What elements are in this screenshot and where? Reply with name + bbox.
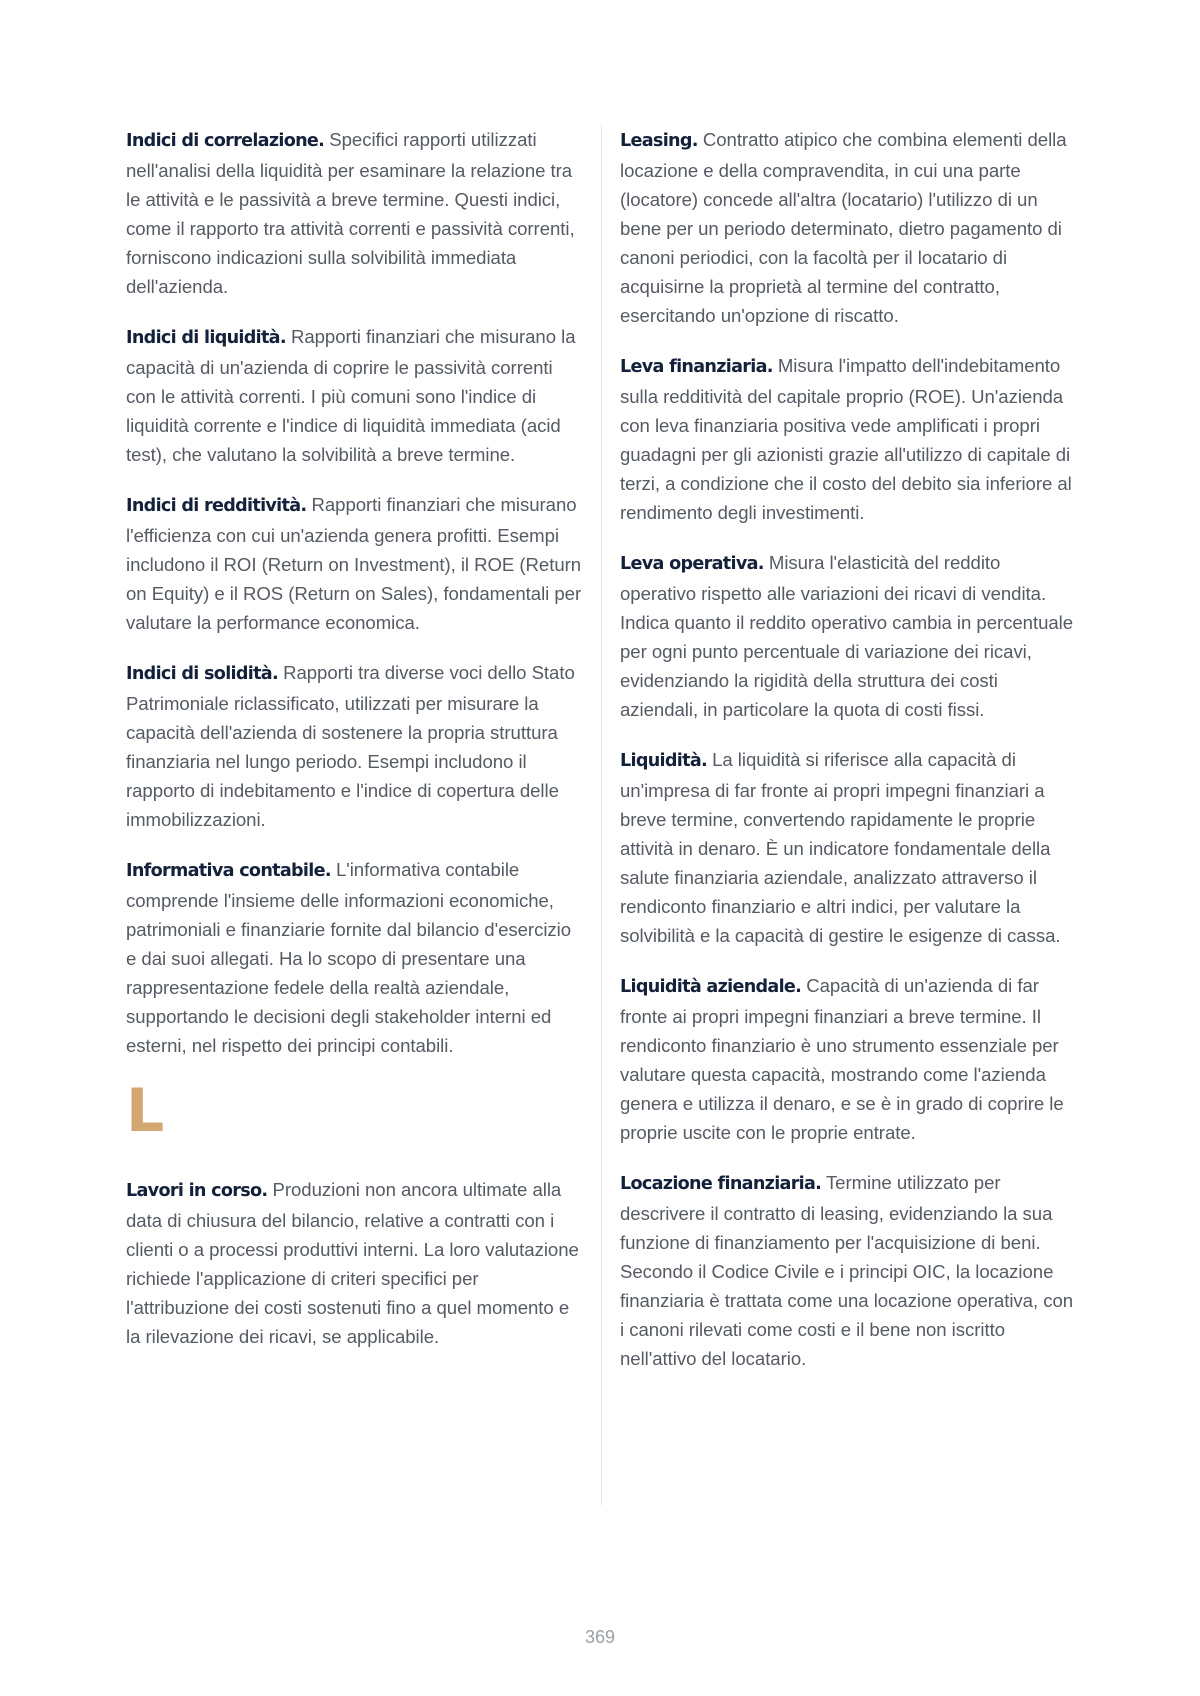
entry-definition: Produzioni non ancora ultimate alla data di chiusura del bilancio, relative a contratti con i clienti o a processi produttivi interni. La loro valutazione richiede l'applicazione di criteri specifici per l'attribuzione dei costi sostenuti fino a quel momento e la rilevazione dei ricavi, se applicabile. (126, 1179, 579, 1347)
entry-term: Indici di solidità (126, 664, 272, 684)
section-letter: L (126, 1076, 165, 1146)
entry-term: Informativa contabile (126, 861, 325, 881)
entry-definition: Misura l'impatto dell'indebitamento sulla redditività del capitale proprio (ROE). Un'azienda con leva finanziaria positiva vede amplificati i propri guadagni per gli azionisti grazie all'utilizzo di capitale di terzi, a condizione che il costo del debito sia inferiore al rendimento degli investimenti. (620, 355, 1072, 523)
page-number: 369 (584, 1627, 616, 1647)
glossary-entry: Leasing. Contratto atipico che combina elementi della locazione e della compravendita, in cui una parte (locatore) concede all'altra (locatario) l'utilizzo di un bene per un periodo determinato, dietro pagamento di canoni periodici, con la facoltà per il locatario di acquisirne la proprietà al termine del contratto, esercitando un'opzione di riscatto. (620, 129, 1067, 326)
glossary-entry: Liquidità aziendale. Capacità di un'azienda di far fronte ai propri impegni finanziari a breve termine. Il rendiconto finanziario è uno strumento essenziale per valutare questa capacità, mostrando come l'azienda genera e utilizza il denaro, e se è in grado di coprire le proprie uscite con le proprie entrate. (620, 975, 1064, 1143)
glossary-entry: Liquidità. La liquidità si riferisce alla capacità di un'impresa di far fronte ai propri impegni finanziari a breve termine, convertendo rapidamente le proprie attività in denaro. È un indicatore fondamentale della salute finanziaria aziendale, analizzato attraverso il rendiconto finanziario e altri indici, per valutare la solvibilità e la capacità di gestire le esigenze di cassa. (620, 749, 1061, 946)
entry-term: Leva operativa (620, 554, 758, 574)
entry-term: Liquidità (620, 751, 701, 771)
right-column (620, 125, 1078, 1394)
glossary-entry: Indici di correlazione. Specifici rapporti utilizzati nell'analisi della liquidità per esaminare la relazione tra le attività e le passività a breve termine. Questi indici, come il rapporto tra attività correnti e passività correnti, forniscono indicazioni sulla solvibilità immediata dell'azienda. (126, 129, 575, 297)
glossary-entry: Indici di redditività. Rapporti finanziari che misurano l'efficienza con cui un'azienda genera profitti. Esempi includono il ROI (Return on Investment), il ROE (Return on Equity) e il ROS (Return on Sales), fondamentali per valutare la performance economica. (126, 494, 582, 633)
entry-definition: Rapporti tra diverse voci dello Stato Patrimoniale riclassificato, utilizzati per misurare la capacità dell'azienda di sostenere la propria struttura finanziaria nel lungo periodo. Esempi includono il rapporto di indebitamento e l'indice di copertura delle immobilizzazioni. (126, 662, 575, 830)
glossary-columns (126, 125, 1076, 1505)
entry-term: Leasing (620, 131, 692, 151)
entry-term: Leva finanziaria (620, 357, 767, 377)
glossary-entry: Leva finanziaria. Misura l'impatto dell'indebitamento sulla redditività del capitale proprio (ROE). Un'azienda con leva finanziaria positiva vede amplificati i propri guadagni per gli azionisti grazie all'utilizzo di capitale di terzi, a condizione che il costo del debito sia inferiore al rendimento degli investimenti. (620, 355, 1072, 523)
entry-term: Lavori in corso (126, 1181, 262, 1201)
entry-term: Liquidità aziendale (620, 977, 796, 997)
entry-definition: Rapporti finanziari che misurano la capacità di un'azienda di coprire le passività correnti con le attività correnti. I più comuni sono l'indice di liquidità corrente e l'indice di liquidità immediata (acid test), che valutano la solvibilità a breve termine. (126, 326, 576, 465)
glossary-entry: Locazione finanziaria. Termine utilizzato per descrivere il contratto di leasing, evidenziando la sua funzione di finanziamento per l'acquisizione di beni. Secondo il Codice Civile e i principi OIC, la locazione finanziaria è trattata come una locazione operativa, con i canoni rilevati come costi e il bene non iscritto nell'attivo del locatario. (620, 1172, 1074, 1369)
entry-definition: La liquidità si riferisce alla capacità di un'impresa di far fronte ai propri impegni finanziari a breve termine, convertendo rapidamente le proprie attività in denaro. È un indicatore fondamentale della salute finanziaria aziendale, analizzato attraverso il rendiconto finanziario e altri indici, per valutare la solvibilità e la capacità di gestire le esigenze di cassa. (620, 749, 1061, 946)
glossary-entry: Informativa contabile. L'informativa contabile comprende l'insieme delle informazioni economiche, patrimoniali e finanziarie fornite dal bilancio d'esercizio e dai suoi allegati. Ha lo scopo di presentare una rappresentazione fedele della realtà aziendale, supportando le decisioni degli stakeholder interni ed esterni, nel rispetto dei principi contabili. (126, 859, 572, 1056)
entry-definition: Rapporti finanziari che misurano l'efficienza con cui un'azienda genera profitti. Esempi includono il ROI (Return on Investment), il ROE (Return on Equity) e il ROS (Return on Sales), fondamentali per valutare la performance economica. (126, 494, 582, 633)
entry-definition: Misura l'elasticità del reddito operativo rispetto alle variazioni dei ricavi di vendita. Indica quanto il reddito operativo cambia in percentuale per ogni punto percentuale di variazione dei ricavi, evidenziando la rigidità della struttura dei costi aziendali, in particolare la quota di costi fissi. (620, 552, 1074, 720)
entry-definition: Capacità di un'azienda di far fronte ai propri impegni finanziari a breve termine. Il rendiconto finanziario è uno strumento essenziale per valutare questa capacità, mostrando come l'azienda genera e utilizza il denaro, e se è in grado di coprire le proprie uscite con le proprie entrate. (620, 975, 1064, 1143)
entry-definition: Specifici rapporti utilizzati nell'analisi della liquidità per esaminare la relazione tra le attività e le passività a breve termine. Questi indici, come il rapporto tra attività correnti e passività correnti, forniscono indicazioni sulla solvibilità immediata dell'azienda. (126, 129, 575, 297)
entry-term: Locazione finanziaria (620, 1174, 816, 1194)
entry-definition: Termine utilizzato per descrivere il contratto di leasing, evidenziando la sua funzione di finanziamento per l'acquisizione di beni. Secondo il Codice Civile e i principi OIC, la locazione finanziaria è trattata come una locazione operativa, con i canoni rilevati come costi e il bene non iscritto nell'attivo del locatario. (620, 1172, 1074, 1369)
column-divider (601, 125, 602, 1505)
entry-definition: L'informativa contabile comprende l'insieme delle informazioni economiche, patrimoniali e finanziarie fornite dal bilancio d'esercizio e dai suoi allegati. Ha lo scopo di presentare una rappresentazione fedele della realtà aziendale, supportando le decisioni degli stakeholder interni ed esterni, nel rispetto dei principi contabili. (126, 859, 572, 1056)
glossary-entry: Indici di liquidità. Rapporti finanziari che misurano la capacità di un'azienda di coprire le passività correnti con le attività correnti. I più comuni sono l'indice di liquidità corrente e l'indice di liquidità immediata (acid test), che valutano la solvibilità a breve termine. (126, 326, 576, 465)
glossary-entry: Lavori in corso. Produzioni non ancora ultimate alla data di chiusura del bilancio, relative a contratti con i clienti o a processi produttivi interni. La loro valutazione richiede l'applicazione di criteri specifici per l'attribuzione dei costi sostenuti fino a quel momento e la rilevazione dei ricavi, se applicabile. (126, 1179, 579, 1347)
entry-term: Indici di redditività (126, 496, 301, 516)
glossary-entry: Indici di solidità. Rapporti tra diverse voci dello Stato Patrimoniale riclassificato, utilizzati per misurare la capacità dell'azienda di sostenere la propria struttura finanziaria nel lungo periodo. Esempi includono il rapporto di indebitamento e l'indice di copertura delle immobilizzazioni. (126, 662, 575, 830)
entry-term: Indici di liquidità (126, 328, 280, 348)
glossary-entry: Leva operativa. Misura l'elasticità del reddito operativo rispetto alle variazioni dei ricavi di vendita. Indica quanto il reddito operativo cambia in percentuale per ogni punto percentuale di variazione dei ricavi, evidenziando la rigidità della struttura dei costi aziendali, in particolare la quota di costi fissi. (620, 552, 1074, 720)
entry-definition: Contratto atipico che combina elementi della locazione e della compravendita, in cui una parte (locatore) concede all'altra (locatario) l'utilizzo di un bene per un periodo determinato, dietro pagamento di canoni periodici, con la facoltà per il locatario di acquisirne la proprietà al termine del contratto, esercitando un'opzione di riscatto. (620, 129, 1067, 326)
left-column (126, 125, 584, 1372)
entry-term: Indici di correlazione (126, 131, 319, 151)
